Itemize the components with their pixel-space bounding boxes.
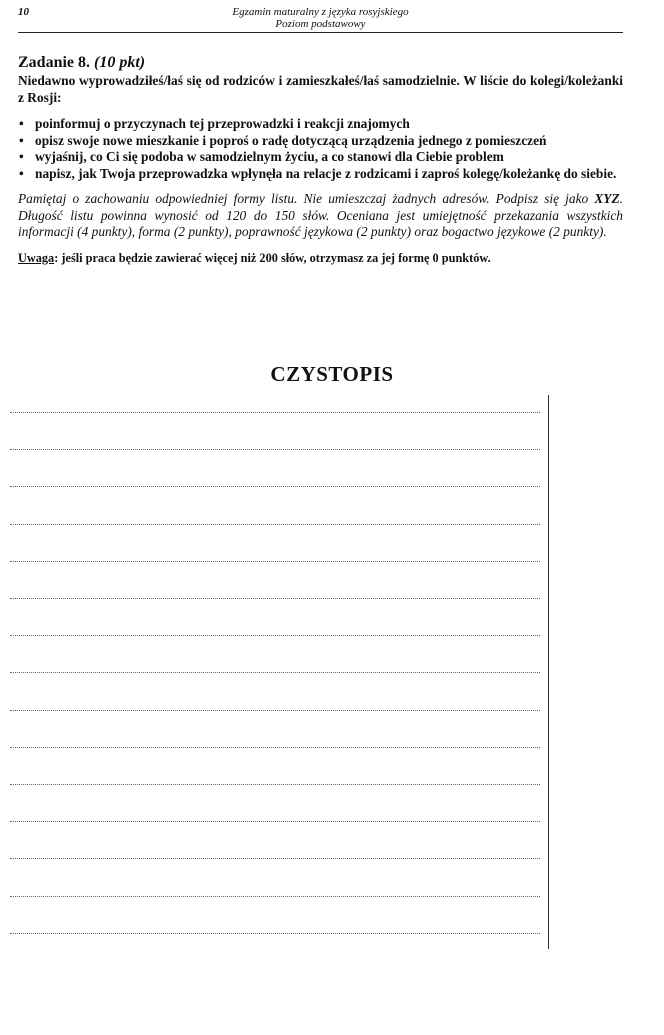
note-label: Uwaga — [18, 250, 55, 265]
bullet-icon: • — [19, 132, 24, 148]
writing-line[interactable] — [10, 598, 540, 599]
margin-rule — [548, 395, 549, 949]
bullet-item — [18, 166, 623, 183]
writing-line[interactable] — [10, 933, 540, 934]
bullet-item — [18, 116, 623, 133]
bullet-item — [18, 149, 623, 166]
bullet-text: wyjaśnij, co Ci się podoba w samodzielnym życiu, a co stanowi dla Ciebie problem — [35, 149, 504, 164]
bullet-text: poinformuj o przyczynach tej przeprowadzki i reakcji znajomych — [35, 116, 410, 131]
writing-line[interactable] — [10, 896, 540, 897]
task-bullet-list — [18, 116, 623, 182]
instructions-text: Pamiętaj o zachowaniu odpowiedniej formy listu. Nie umieszczaj żadnych adresów. Podpisz się jako — [18, 191, 595, 206]
bullet-item — [18, 133, 623, 150]
czystopis-heading: CZYSTOPIS — [270, 362, 394, 386]
writing-line[interactable] — [10, 524, 540, 525]
task-content — [18, 54, 623, 266]
task-instructions — [18, 191, 623, 241]
writing-line[interactable] — [10, 635, 540, 636]
bullet-icon: • — [19, 149, 24, 164]
task-heading — [18, 54, 623, 72]
writing-line[interactable] — [10, 412, 540, 413]
task-intro: Niedawno wyprowadziłeś/łaś się od rodziców i zamieszkałeś/łaś samodzielnie. W liście do kolegi/koleżanki z Rosji: — [18, 73, 623, 105]
header-title-block — [18, 6, 623, 30]
page-header — [18, 4, 623, 33]
writing-line[interactable] — [10, 561, 540, 562]
writing-line[interactable] — [10, 858, 540, 859]
task-title: Zadanie 8. — [18, 54, 91, 71]
bullet-text: opisz swoje nowe mieszkanie i poproś o radę dotyczącą urządzenia jednego z pomieszczeń — [35, 132, 547, 148]
word-limit-note — [18, 250, 623, 266]
writing-line[interactable] — [10, 821, 540, 822]
exam-level: Poziom podstawowy — [275, 18, 366, 30]
instructions-text-cont: . Długość listu powinna wynosić od 120 do 150 słów. Oceniana jest umiejętność przekazania wszystkich informacji (4 punkty), forma (2 punkty), poprawność językowa (2 punkty) oraz bogactwo językowe (2 punkty). — [18, 191, 623, 239]
bullet-text: napisz, jak Twoja przeprowadzka wpłynęła na relacje z rodzicami i zaproś kolegę/koleżankę do siebie. — [35, 165, 617, 181]
task-points: (10 pkt) — [94, 54, 146, 71]
bullet-icon: • — [19, 116, 24, 131]
writing-line[interactable] — [10, 710, 540, 711]
writing-line[interactable] — [10, 747, 540, 748]
writing-line[interactable] — [10, 672, 540, 673]
signature-placeholder: XYZ — [594, 191, 620, 206]
answer-writing-area[interactable] — [10, 395, 552, 950]
writing-line[interactable] — [10, 449, 540, 450]
note-text: : jeśli praca będzie zawierać więcej niż 200 słów, otrzymasz za jej formę 0 punktów. — [54, 250, 491, 265]
writing-line[interactable] — [10, 784, 540, 785]
exam-title: Egzamin maturalny z języka rosyjskiego — [232, 6, 409, 18]
writing-line[interactable] — [10, 486, 540, 487]
bullet-icon: • — [19, 165, 24, 181]
page-number: 10 — [18, 6, 29, 18]
